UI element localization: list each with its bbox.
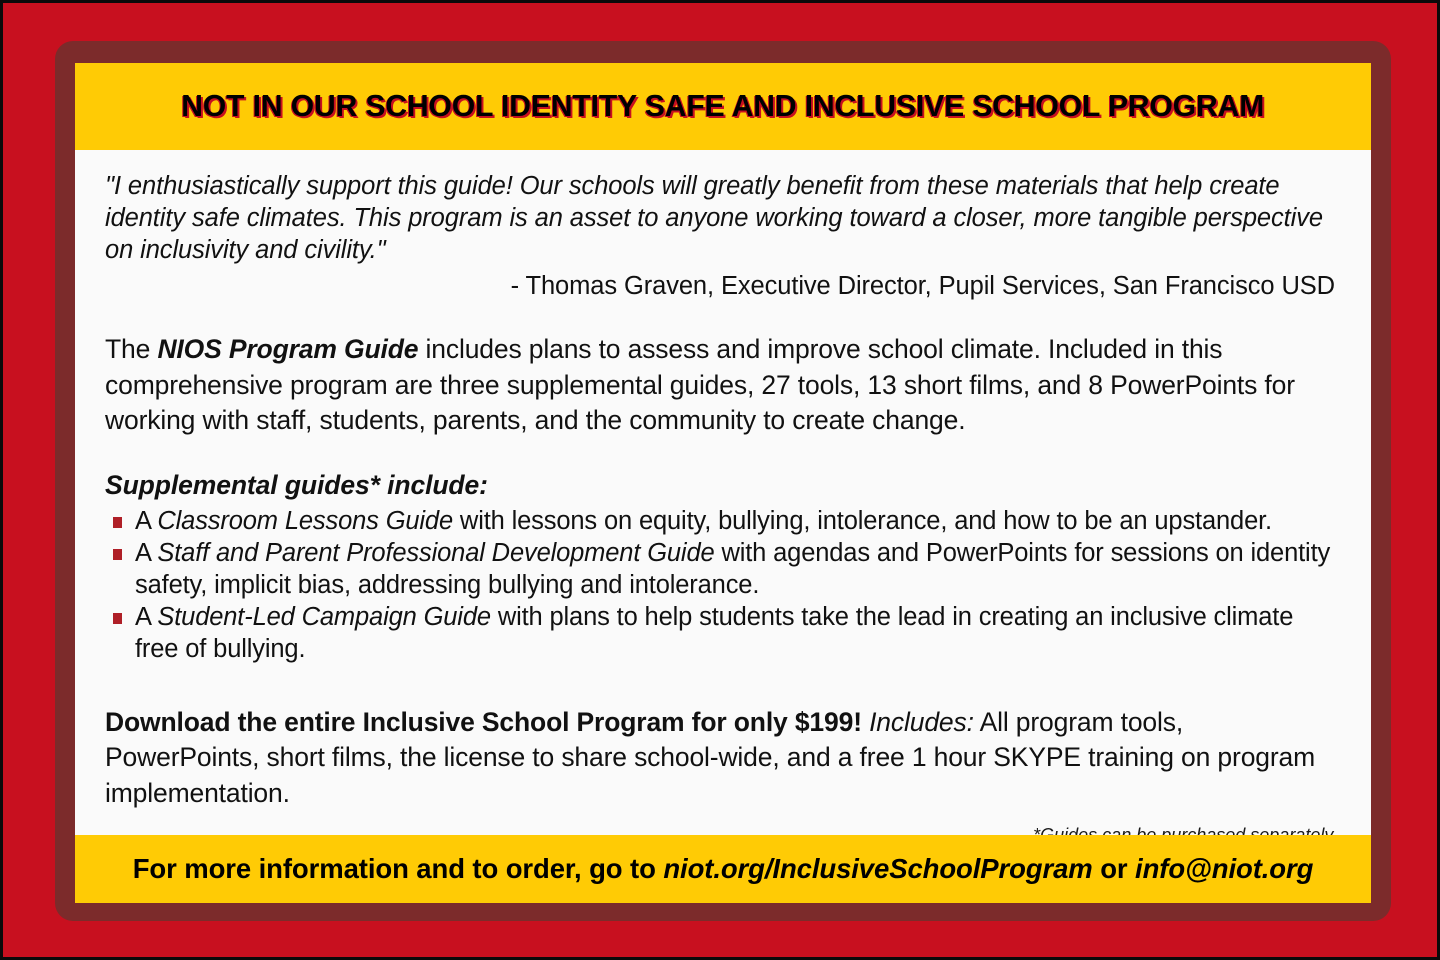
list-item-prefix: A	[135, 602, 158, 631]
footer-band	[75, 835, 1371, 903]
list-item-prefix: A	[135, 506, 158, 535]
download-paragraph	[105, 705, 1341, 812]
footer-contact-line	[133, 853, 1314, 885]
contact-email-link[interactable]: info@niot.org	[1135, 853, 1314, 884]
supplemental-guides-list	[105, 505, 1341, 665]
footer-lead-text: For more information and to order, go to	[132, 853, 664, 884]
square-bullet-icon	[113, 613, 122, 624]
list-item	[105, 505, 1341, 537]
intro-paragraph	[105, 332, 1341, 439]
list-item-guide-title: Staff and Parent Professional Development Guide	[157, 538, 715, 567]
list-item	[105, 601, 1341, 665]
square-bullet-icon	[113, 517, 122, 528]
intro-rest: includes plans to assess and improve school climate. Included in this comprehensive program are three supplemental guides, 27 tools, 13 short films, and 8 PowerPoints for working with staff, students, parents, and the community to create change.	[105, 334, 1295, 435]
supplemental-guides-heading: Supplemental guides* include:	[105, 469, 488, 500]
list-item-prefix: A	[135, 538, 158, 567]
header-band	[75, 63, 1371, 150]
list-item-suffix: with agendas and PowerPoints for sessions on identity safety, implicit bias, addressing bullying and intolerance.	[135, 538, 1331, 599]
intro-lead: The	[105, 334, 158, 364]
page-title: NOT IN OUR SCHOOL IDENTITY SAFE AND INCLUSIVE SCHOOL PROGRAM	[181, 89, 1265, 123]
download-body: All program tools, PowerPoints, short films, the license to share school-wide, and a free 1 hour SKYPE training on program implementation.	[105, 706, 1316, 808]
testimonial-quote	[105, 170, 1341, 266]
list-item-guide-title: Student-Led Campaign Guide	[157, 602, 491, 631]
nios-program-guide-name: NIOS Program Guide	[157, 334, 419, 364]
download-spacer	[862, 707, 869, 737]
poster-content-card	[75, 63, 1371, 903]
list-item-suffix: with lessons on equity, bullying, intolerance, and how to be an upstander.	[453, 506, 1272, 535]
footer-conjunction: or	[1092, 853, 1136, 884]
order-url-link[interactable]: niot.org/InclusiveSchoolProgram	[663, 853, 1093, 884]
download-headline: Download the entire Inclusive School Program for only $199!	[105, 706, 862, 737]
square-bullet-icon	[113, 549, 122, 560]
testimonial-quote-text: "I enthusiastically support this guide! Our schools will greatly benefit from these materials that help create identity safe climates. This program is an asset to anyone working toward a closer, more tangible perspective on inclusivity and civility."	[105, 172, 1323, 264]
poster-body	[75, 150, 1371, 825]
list-item-suffix: with plans to help students take the lead in creating an inclusive climate free of bullying.	[135, 602, 1294, 663]
list-item	[105, 537, 1341, 601]
poster-inner-frame	[55, 41, 1391, 921]
includes-label: Includes:	[869, 706, 974, 737]
testimonial-attribution: - Thomas Graven, Executive Director, Pupil Services, San Francisco USD	[510, 272, 1335, 300]
list-item-guide-title: Classroom Lessons Guide	[157, 506, 453, 535]
